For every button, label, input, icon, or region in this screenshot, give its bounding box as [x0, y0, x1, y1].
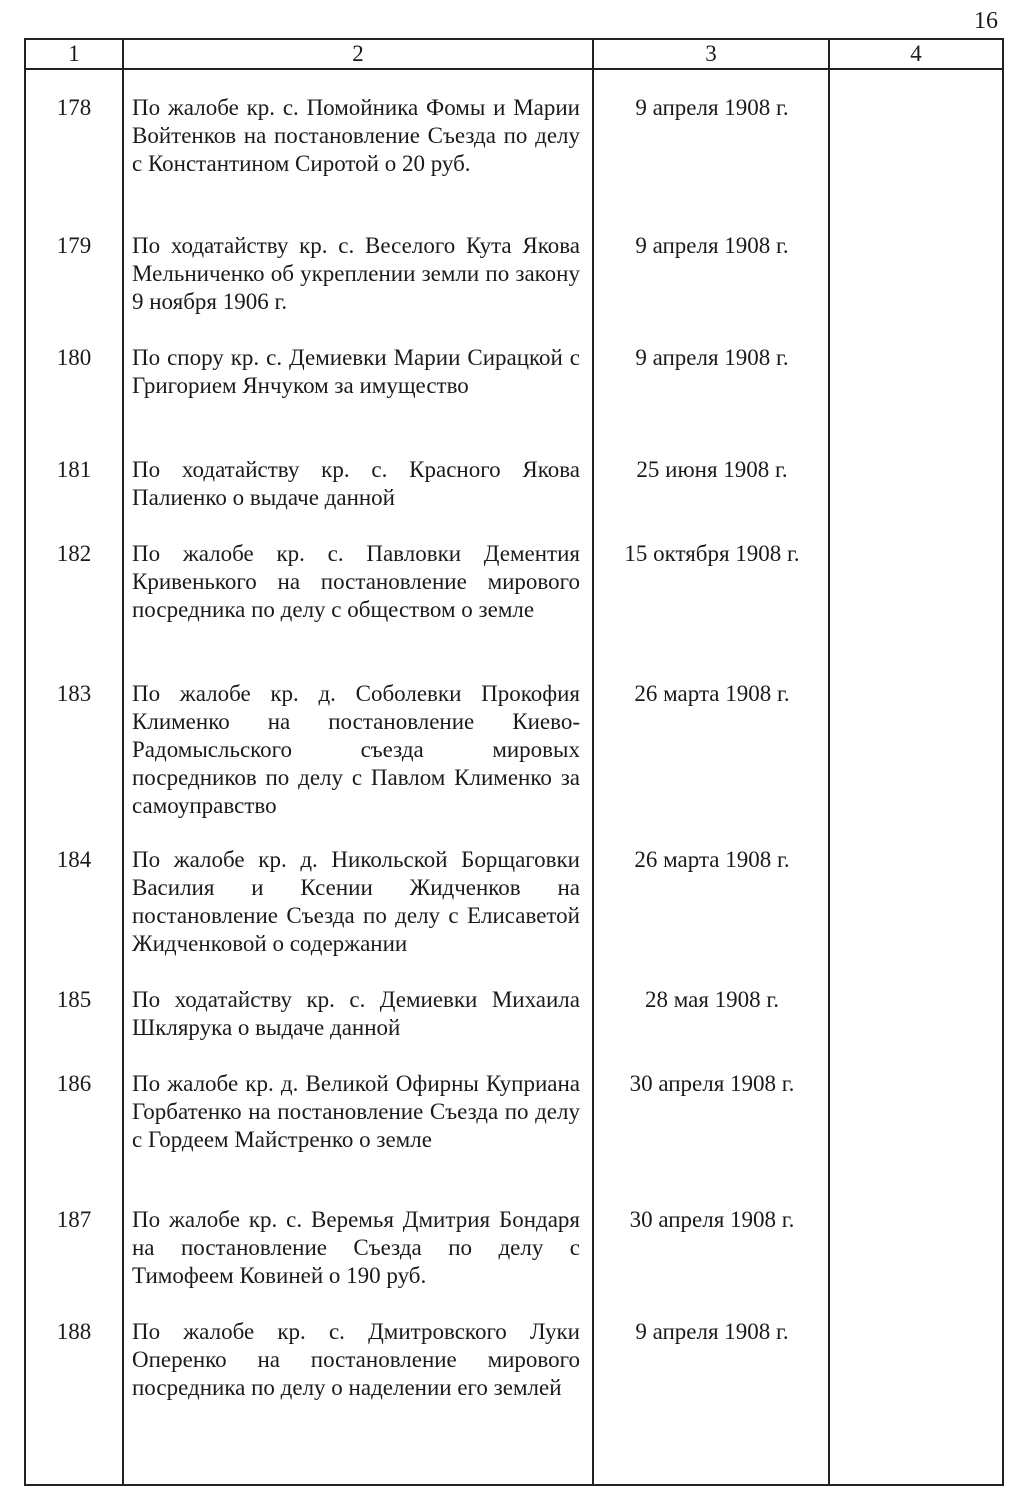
- row-description: По ходатайству кр. с. Веселого Кута Якова Мельниченко об укреплении земли по закону 9 ноября 1906 г.: [132, 233, 580, 314]
- row-description: По жалобе кр. с. Помойника Фомы и Марии Войтенков на постановление Съезда по делу с Константином Сиротой о 20 руб.: [132, 95, 580, 176]
- row-description: По ходатайству кр. с. Демиевки Михаила Шклярука о выдаче данной: [132, 987, 580, 1040]
- row-number: 181: [56, 457, 92, 482]
- row-date: 25 июня 1908 г.: [636, 457, 788, 482]
- row-description: По спору кр. с. Демиевки Марии Сирацкой с Григорием Янчуком за имущество: [132, 345, 580, 398]
- row-date: 15 октября 1908 г.: [624, 541, 800, 566]
- row-date: 9 апреля 1908 г.: [635, 345, 789, 370]
- row-number: 183: [56, 681, 92, 706]
- row-number: 188: [56, 1319, 92, 1344]
- row-date: 28 мая 1908 г.: [644, 987, 780, 1012]
- row-date: 9 апреля 1908 г.: [635, 1319, 789, 1344]
- page-number: 16: [974, 8, 998, 34]
- table-header: [26, 40, 1002, 70]
- table-row: [26, 986, 1002, 1070]
- table-row: [26, 540, 1002, 680]
- table-row: [26, 1070, 1002, 1206]
- row-number: 179: [56, 233, 92, 258]
- column-header-1: 1: [68, 41, 80, 66]
- row-date: 9 апреля 1908 г.: [635, 233, 789, 258]
- row-date: 26 марта 1908 г.: [634, 847, 790, 872]
- row-number: 186: [56, 1071, 92, 1096]
- row-date: 30 апреля 1908 г.: [629, 1071, 795, 1096]
- register-table: [24, 38, 1004, 1486]
- table-row: [26, 846, 1002, 986]
- row-date: 26 марта 1908 г.: [634, 681, 790, 706]
- row-date: 9 апреля 1908 г.: [635, 95, 789, 120]
- row-description: По жалобе кр. с. Веремья Дмитрия Бондаря на постановление Съезда по делу с Тимофеем Ковиней о 190 руб.: [132, 1207, 580, 1288]
- row-description: По жалобе кр. д. Соболевки Прокофия Клименко на постановление Киево-Радомысльского съезда мировых посредников по делу с Павлом Клименко за самоуправство: [132, 681, 580, 818]
- table-row: [26, 1206, 1002, 1318]
- table-row: [26, 232, 1002, 344]
- column-header-4: 4: [910, 41, 922, 66]
- column-header-2: 2: [352, 41, 364, 66]
- table-row: [26, 680, 1002, 846]
- column-header-3: 3: [705, 41, 717, 66]
- row-number: 185: [56, 987, 92, 1012]
- table-row: [26, 456, 1002, 540]
- row-description: По ходатайству кр. с. Красного Якова Палиенко о выдаче данной: [132, 457, 580, 510]
- table-row: [26, 344, 1002, 456]
- row-number: 178: [56, 95, 92, 120]
- row-number: 187: [56, 1207, 92, 1232]
- row-description: По жалобе кр. с. Дмитровского Луки Оперенко на постановление мирового посредника по делу о наделении его землей: [132, 1319, 580, 1400]
- row-number: 180: [56, 345, 92, 370]
- row-description: По жалобе кр. с. Павловки Дементия Кривенького на постановление мирового посредника по делу с обществом о земле: [132, 541, 580, 622]
- row-number: 182: [56, 541, 92, 566]
- row-description: По жалобе кр. д. Великой Офирны Куприана Горбатенко на постановление Съезда по делу с Гордеем Майстренко о земле: [132, 1071, 580, 1152]
- row-description: По жалобе кр. д. Никольской Борщаговки Василия и Ксении Жидченков на постановление Съезда по делу с Елисаветой Жидченковой о содержании: [132, 847, 580, 956]
- row-number: 184: [56, 847, 92, 872]
- table-body: [26, 94, 1002, 1458]
- table-row: [26, 1318, 1002, 1458]
- table-row: [26, 94, 1002, 232]
- row-date: 30 апреля 1908 г.: [629, 1207, 795, 1232]
